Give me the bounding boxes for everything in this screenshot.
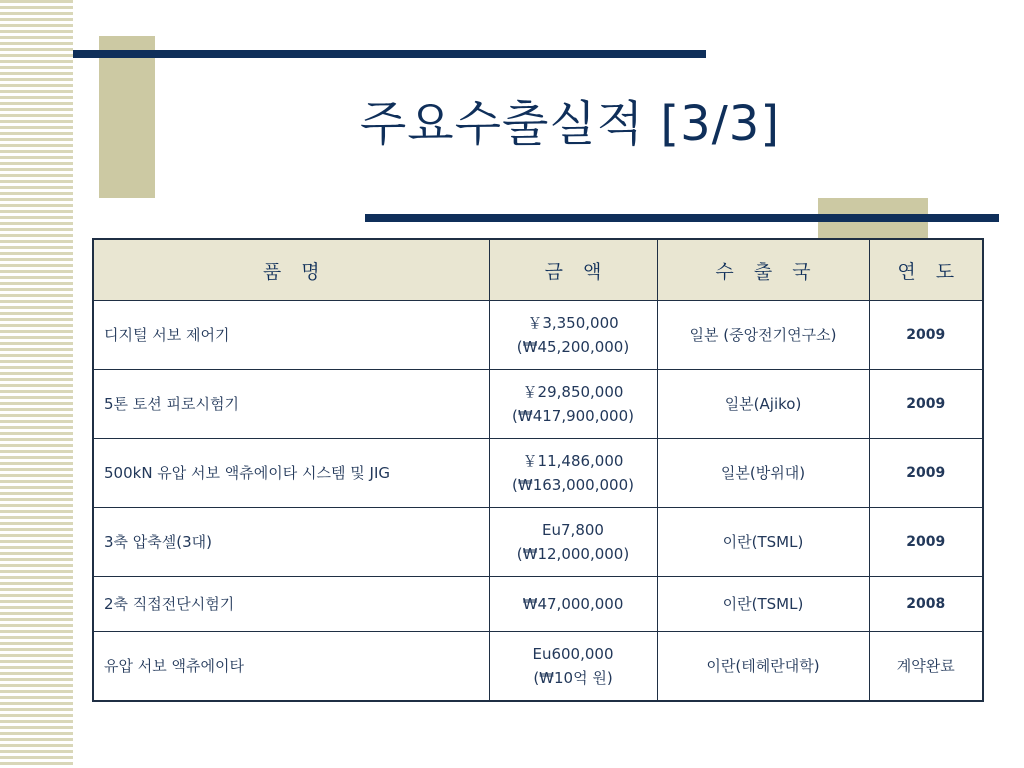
cell-year: 2009 [869, 370, 983, 439]
table-row [93, 508, 983, 577]
cell-year: 2008 [869, 577, 983, 632]
amount-won: (₩417,900,000) [512, 407, 634, 425]
cell-amount [489, 577, 657, 632]
table-row [93, 370, 983, 439]
export-records-table [92, 238, 984, 702]
cell-item: 3축 압축셀(3대) [93, 508, 489, 577]
amount-foreign: ￥3,350,000 [527, 314, 619, 332]
table-row [93, 632, 983, 702]
header-export-country: 수 출 국 [657, 239, 869, 301]
cell-item: 5톤 토션 피로시험기 [93, 370, 489, 439]
cell-country: 일본 (중앙전기연구소) [657, 301, 869, 370]
table-header-row [93, 239, 983, 301]
cell-item: 디지털 서보 제어기 [93, 301, 489, 370]
amount-won: (₩45,200,000) [516, 338, 630, 356]
amount-won: (₩10억 원) [533, 669, 613, 687]
cell-year: 계약완료 [869, 632, 983, 702]
cell-item: 2축 직접전단시험기 [93, 577, 489, 632]
cell-amount [489, 508, 657, 577]
amount-foreign: Eu600,000 [532, 645, 614, 663]
amount-foreign: ￥11,486,000 [522, 452, 624, 470]
cell-year: 2009 [869, 439, 983, 508]
table-row [93, 439, 983, 508]
table-row [93, 577, 983, 632]
cell-country: 이란(TSML) [657, 577, 869, 632]
amount-foreign: ￥29,850,000 [522, 383, 624, 401]
title-rule-bottom [365, 214, 999, 222]
cell-amount [489, 632, 657, 702]
header-year: 연 도 [869, 239, 983, 301]
amount-won: (₩12,000,000) [516, 545, 630, 563]
cell-country: 이란(테헤란대학) [657, 632, 869, 702]
amount-won: ₩47,000,000 [522, 595, 624, 613]
cell-country: 이란(TSML) [657, 508, 869, 577]
cell-amount [489, 370, 657, 439]
cell-item: 유압 서보 액츄에이타 [93, 632, 489, 702]
header-amount: 금 액 [489, 239, 657, 301]
cell-year: 2009 [869, 508, 983, 577]
table-row [93, 301, 983, 370]
amount-foreign: Eu7,800 [542, 521, 604, 539]
cell-item: 500kN 유압 서보 액츄에이타 시스템 및 JIG [93, 439, 489, 508]
slide-title: 주요수출실적 [3/3] [359, 96, 781, 152]
title-rule-top [73, 50, 706, 58]
amount-won: (₩163,000,000) [512, 476, 634, 494]
cell-amount [489, 439, 657, 508]
cell-year: 2009 [869, 301, 983, 370]
cell-country: 일본(방위대) [657, 439, 869, 508]
striped-left-border [0, 0, 73, 768]
cell-country: 일본(Ajiko) [657, 370, 869, 439]
decorative-block-top [99, 36, 155, 198]
header-item-name: 품 명 [93, 239, 489, 301]
cell-amount [489, 301, 657, 370]
